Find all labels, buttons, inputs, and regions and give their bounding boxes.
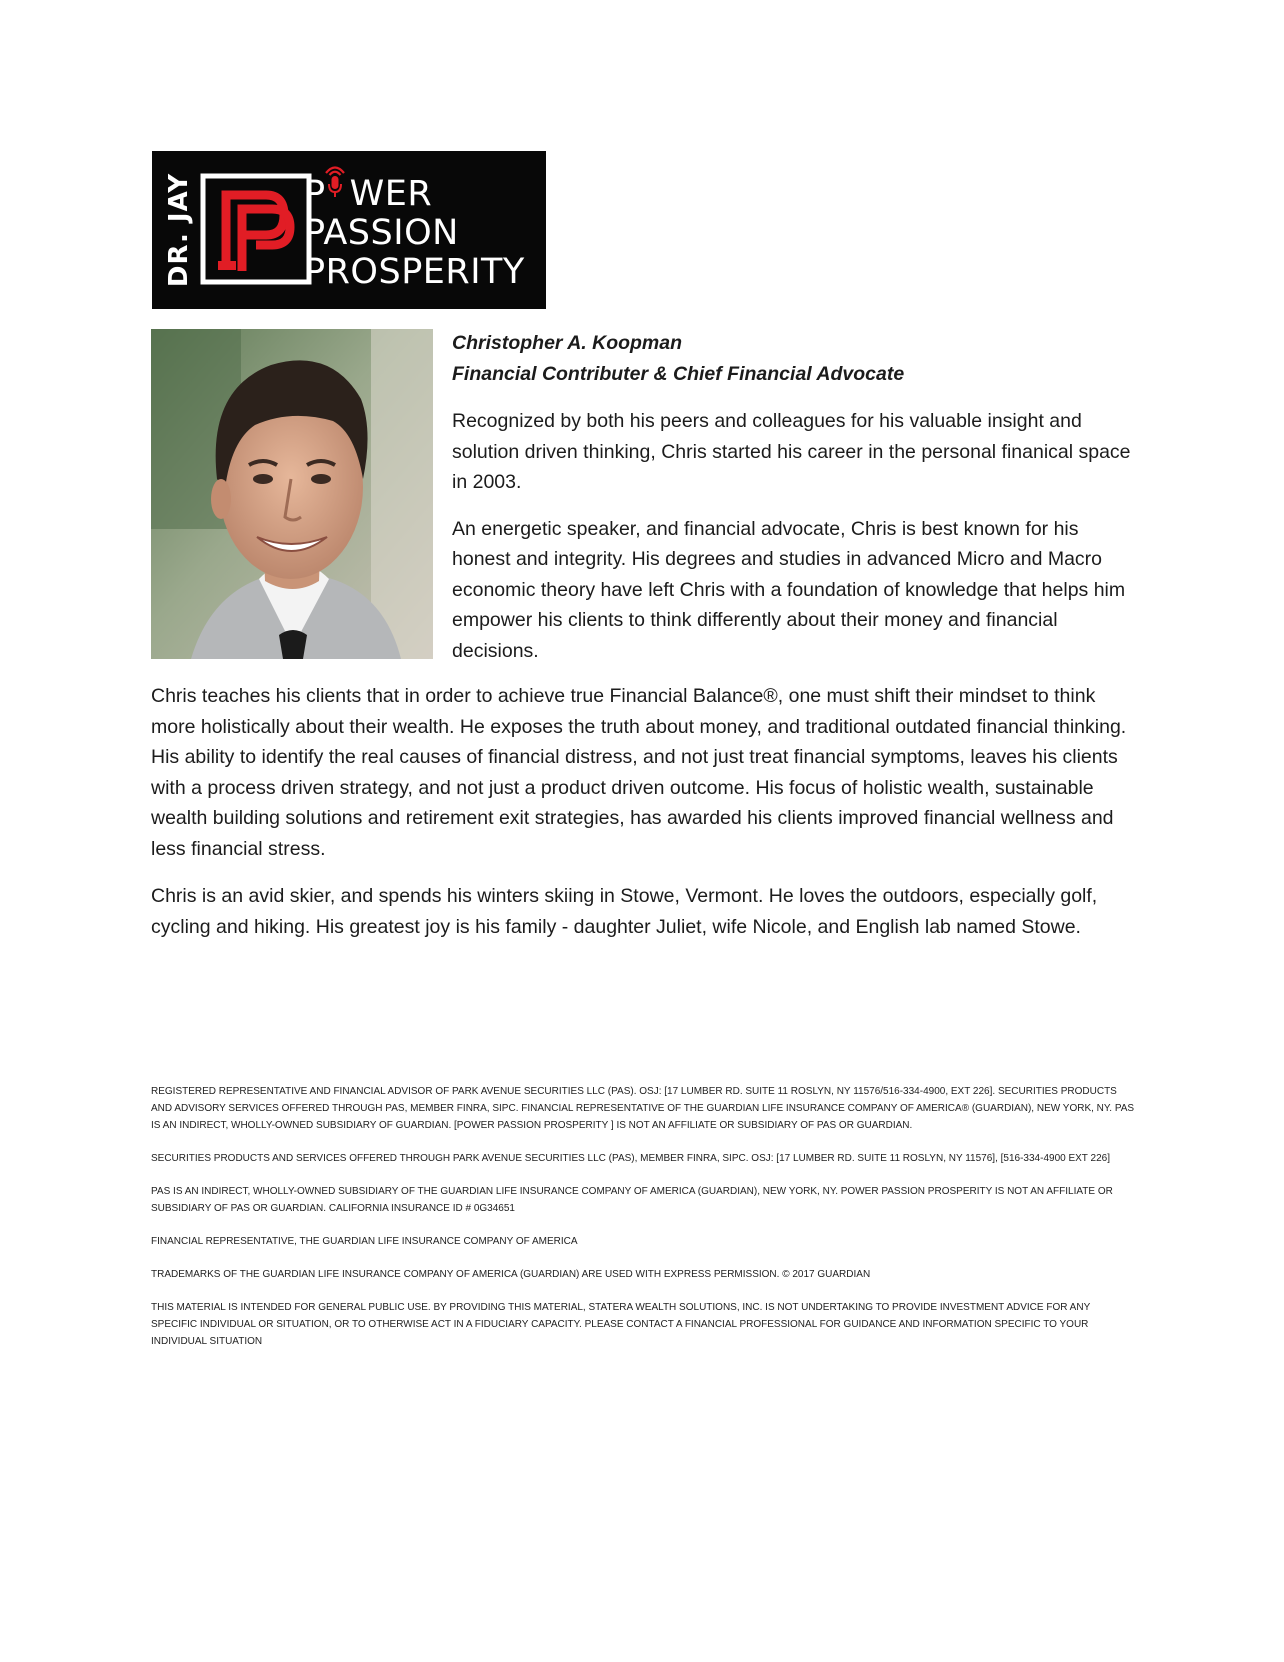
logo-vertical-text: DR. JAY [164,172,194,288]
profile-name: Christopher A. Koopman [452,332,683,354]
intro-paragraph: Recognized by both his peers and colleagues for his valuable insight and solution driven thinking, Chris started his career in the personal finanical space in 2003. [452,410,1131,493]
profile-photo [151,329,433,659]
logo-line-prosperity: PROSPERITY [304,252,525,292]
brand-logo [152,151,546,309]
disclaimer-paragraph: FINANCIAL REPRESENTATIVE, THE GUARDIAN LIFE INSURANCE COMPANY OF AMERICA [151,1236,578,1247]
disclaimer-paragraph: REGISTERED REPRESENTATIVE AND FINANCIAL ADVISOR OF PARK AVENUE SECURITIES LLC (PAS). OSJ: [17 LUMBER RD. SUITE 11 ROSLYN, NY 11576/516-334-4900, EXT 226]. SECURITIES PRODUCTS AND ADVISORY SERVICES OFFERED THROUGH PAS, MEMBER FINRA, SIPC. FINANCIAL REPRESENTATIVE OF THE GUARDIAN LIFE INSURANCE COMPANY OF AMERICA® (GUARDIAN), NEW YORK, NY. PAS IS AN INDIRECT, WHOLLY-OWNED SUBSIDIARY OF GUARDIAN. [POWER PASSION PROSPERITY ] IS NOT AN AFFILIATE OR SUBSIDIARY OF PAS OR GUARDIAN. [151,1086,1135,1131]
legal-disclaimers [151,1083,1136,1366]
profile-title: Financial Contributer & Chief Financial Advocate [452,363,905,385]
bio-body [151,681,1141,942]
logo-power-visual: P WER [304,174,433,214]
disclaimer-paragraph: THIS MATERIAL IS INTENDED FOR GENERAL PUBLIC USE. BY PROVIDING THIS MATERIAL, STATERA WEALTH SOLUTIONS, INC. IS NOT UNDERTAKING TO PROVIDE INVESTMENT ADVICE FOR ANY SPECIFIC INDIVIDUAL OR SITUATION, OR TO OTHERWISE ACT IN A FIDUCIARY CAPACITY. PLEASE CONTACT A FINANCIAL PROFESSIONAL FOR GUIDANCE AND INFORMATION SPECIFIC TO YOUR INDIVIDUAL SITUATION [151,1302,1091,1347]
headshot-image [151,329,433,659]
disclaimer-paragraph: SECURITIES PRODUCTS AND SERVICES OFFERED THROUGH PARK AVENUE SECURITIES LLC (PAS), MEMBER FINRA, SIPC. OSJ: [17 LUMBER RD. SUITE 11 ROSLYN, NY 11576], [516-334-4900 EXT 226] [151,1153,1110,1164]
disclaimer-paragraph: PAS IS AN INDIRECT, WHOLLY-OWNED SUBSIDIARY OF THE GUARDIAN LIFE INSURANCE COMPANY OF AMERICA (GUARDIAN), NEW YORK, NY. POWER PASSION PROSPERITY IS NOT AN AFFILIATE OR SUBSIDIARY OF PAS OR GUARDIAN. CALIFORNIA INSURANCE ID # 0G34651 [151,1186,1113,1214]
intro-paragraph: An energetic speaker, and financial advocate, Chris is best known for his honest and integrity. His degrees and studies in advanced Micro and Macro economic theory have left Chris with a foundation of knowledge that helps him empower his clients to think differently about their money and financial decisions. [452,517,1126,662]
microphone-icon [322,164,348,198]
logo-line-passion: PASSION [304,213,459,253]
disclaimer-paragraph: TRADEMARKS OF THE GUARDIAN LIFE INSURANCE COMPANY OF AMERICA (GUARDIAN) ARE USED WITH EXPRESS PERMISSION. © 2017 GUARDIAN [151,1269,871,1280]
body-paragraph: Chris is an avid skier, and spends his winters skiing in Stowe, Vermont. He loves the outdoors, especially golf, cycling and hiking. His greatest joy is his family - daughter Juliet, wife Nicole, and English lab named Stowe. [151,885,1098,938]
pp-monogram-icon [200,173,312,285]
body-paragraph: Chris teaches his clients that in order to achieve true Financial Balance®, one must shift their mindset to think more holistically about their wealth. He exposes the truth about money, and traditional outdated financial thinking. His ability to identify the real causes of financial distress, and not just treat financial symptoms, leaves his clients with a process driven strategy, and not just a product driven outcome. His focus of holistic wealth, sustainable wealth building solutions and retirement exit strategies, has awarded his clients improved financial wellness and less financial stress. [151,685,1127,860]
profile-intro [452,328,1142,666]
